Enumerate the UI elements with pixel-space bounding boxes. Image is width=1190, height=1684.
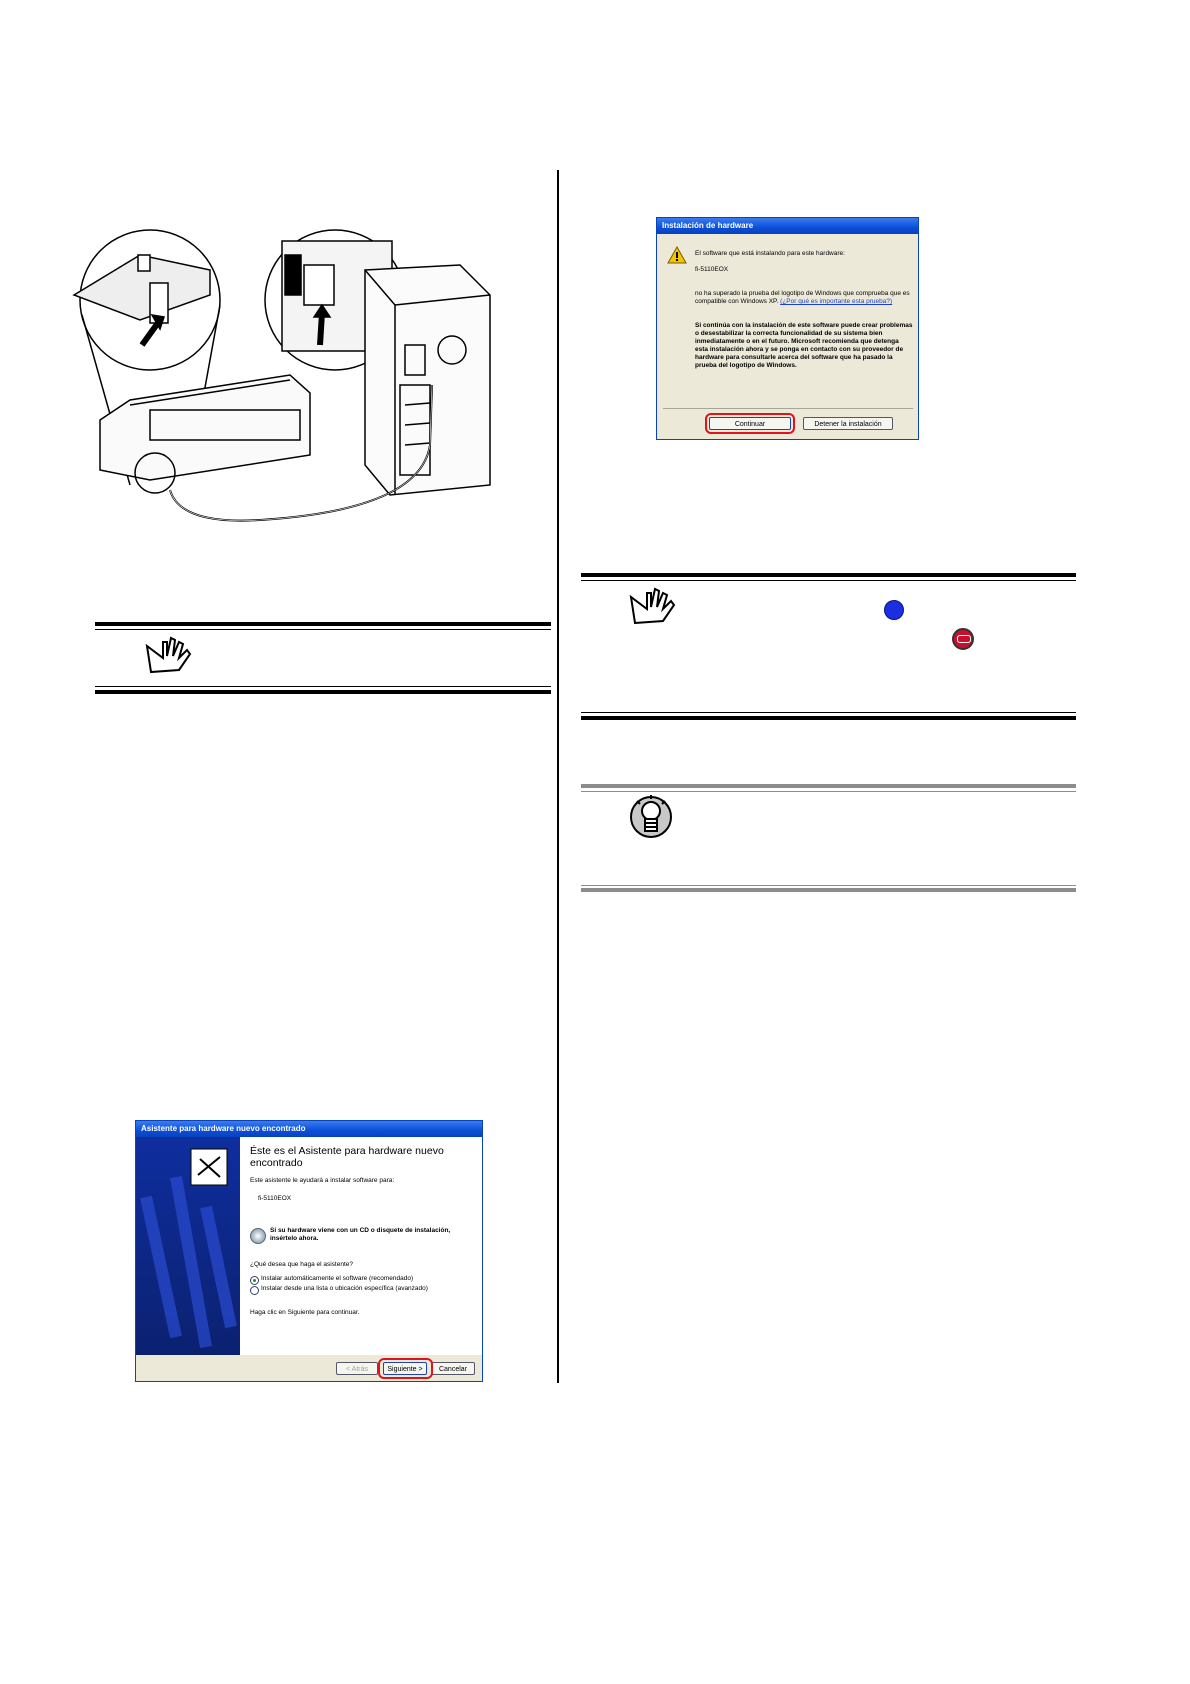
hand-caution-icon xyxy=(629,587,677,625)
note-rule-bottom-thin xyxy=(95,686,551,687)
red-logo-icon xyxy=(952,628,974,650)
wizard-content xyxy=(240,1137,482,1355)
blue-circle-icon xyxy=(884,600,904,620)
wizard-side-banner xyxy=(136,1137,240,1355)
option-manual-install-label: Instalar desde una lista o ubicación específica (avanzado) xyxy=(261,1285,428,1292)
wizard-question: ¿Qué desea que haga el asistente? xyxy=(250,1261,353,1268)
warning-icon xyxy=(667,246,687,264)
wizard-continue-hint: Haga clic en Siguiente para continuar. xyxy=(250,1309,360,1316)
wizard-device-name: fi-5110EOX xyxy=(258,1195,292,1202)
note-rule-top xyxy=(581,573,1076,577)
next-button-highlight xyxy=(378,1358,433,1379)
note-rule-top xyxy=(95,622,551,626)
hand-caution-icon xyxy=(145,636,193,674)
wizard-intro: Este asistente le ayudará a instalar software para: xyxy=(250,1177,395,1184)
radio-manual-install[interactable] xyxy=(250,1286,259,1295)
note-rule-top-thin xyxy=(581,580,1076,581)
wizard-titlebar: Asistente para hardware nuevo encontrado xyxy=(136,1121,482,1137)
hw-dialog-line2-wrap xyxy=(695,290,913,306)
hint-rule-top xyxy=(581,784,1076,788)
hint-rule-bottom xyxy=(581,888,1076,892)
continue-button[interactable]: Continuar xyxy=(709,417,791,430)
note-rule-bottom xyxy=(95,690,551,694)
hw-dialog-line2: no ha superado la prueba del logotipo de Windows que comprueba que es compatible con Windows XP. xyxy=(695,290,910,305)
hw-dialog-line1: El software que está instalando para este hardware: xyxy=(695,250,845,257)
hw-dialog-titlebar: Instalación de hardware xyxy=(657,218,918,234)
hw-dialog-device: fi-5110EOX xyxy=(695,266,729,273)
hw-dialog-separator xyxy=(663,408,913,409)
hint-rule-bottom-thin xyxy=(581,885,1076,886)
stop-installation-button[interactable]: Detener la instalación xyxy=(803,417,893,430)
usb-connection-illustration xyxy=(60,225,530,565)
lightbulb-hint-icon xyxy=(629,793,673,841)
cd-icon xyxy=(250,1228,266,1244)
note-rule-top-thin xyxy=(95,629,551,630)
note-rule-bottom xyxy=(581,716,1076,720)
radio-auto-install[interactable] xyxy=(250,1276,259,1285)
option-auto-install-label: Instalar automáticamente el software (recomendado) xyxy=(261,1275,414,1282)
why-important-link[interactable]: (¿Por qué es importante esta prueba?) xyxy=(780,298,893,305)
note-rule-bottom-thin xyxy=(581,712,1076,713)
next-button[interactable]: Siguiente > xyxy=(383,1362,427,1375)
back-button[interactable]: < Atrás xyxy=(336,1362,378,1375)
wizard-cd-text: Si su hardware viene con un CD o disquete de instalación, insértelo ahora. xyxy=(270,1227,451,1242)
hint-rule-top-thin xyxy=(581,791,1076,792)
column-divider xyxy=(557,170,559,1383)
hardware-installation-dialog xyxy=(656,217,919,440)
found-hardware-wizard-dialog xyxy=(135,1120,483,1382)
continue-button-highlight xyxy=(705,413,795,434)
cancel-button[interactable]: Cancelar xyxy=(431,1362,475,1375)
hw-dialog-warning: Si continúa con la instalación de este software puede crear problemas o desestabilizar la correcta funcionalidad de su sistema bien inmediatamente o en el futuro. Microsoft recomienda que detenga esta instalación ahora y se ponga en contacto con su proveedor de hardware para consultarle acerca del software que ha pasado la prueba del logotipo de Windows. xyxy=(695,322,913,369)
wizard-heading: Éste es el Asistente para hardware nuevo encontrado xyxy=(250,1145,444,1169)
